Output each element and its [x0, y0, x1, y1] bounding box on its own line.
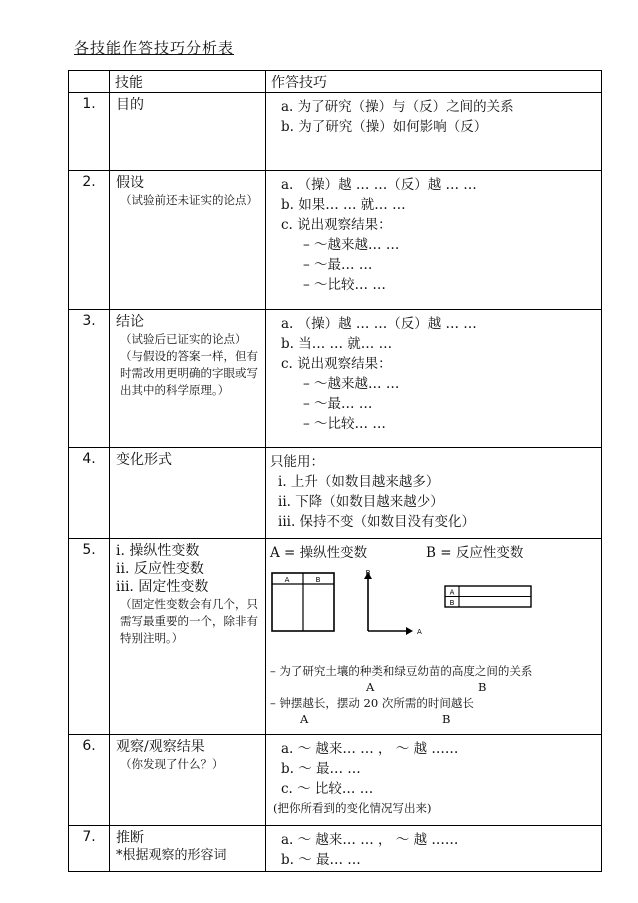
- figure-a-label: A: [284, 576, 290, 584]
- table-row: [69, 735, 602, 826]
- technique-line: a. （操）越 … …（反）越 … …: [281, 177, 477, 193]
- technique-line: – ～比较… …: [303, 416, 386, 432]
- technique-cell: [266, 93, 602, 171]
- technique-line: a. （操）越 … …（反）越 … …: [281, 316, 477, 332]
- header-skill: 技能: [110, 71, 266, 93]
- skill-cell: [110, 93, 266, 171]
- skill-cell: [110, 735, 266, 826]
- technique-line: b. 当… … 就… …: [281, 336, 393, 352]
- technique-line: ii. 下降（如数目越来越少）: [278, 494, 444, 510]
- example-ab-row: [270, 679, 595, 695]
- var-a-label: A = 操纵性变数: [270, 545, 368, 561]
- technique-cell: [266, 735, 602, 826]
- row-number: 2.: [69, 171, 110, 310]
- example-line: – 为了研究土壤的种类和绿豆幼苗的高度之间的关系: [270, 664, 533, 678]
- skill-name: 结论: [116, 314, 144, 330]
- variables-figures: [270, 569, 595, 651]
- skill-cell: [110, 539, 266, 735]
- variables-line: [270, 543, 595, 563]
- example-ab-row: [270, 711, 595, 727]
- technique-line: c. ～ 比较… …: [281, 781, 374, 797]
- technique-line: a. 为了研究（操）与（反）之间的关系: [281, 99, 514, 115]
- technique-cell: [266, 171, 602, 310]
- example-a: A: [366, 680, 375, 694]
- technique-line: c. 说出观察结果：: [281, 356, 392, 372]
- skill-note: *根据观察的形容词: [116, 848, 227, 863]
- technique-line: b. 为了研究（操）如何影响（反）: [281, 119, 488, 135]
- example-line: – 钟摆越长，摆动 20 次所需的时间越长: [270, 696, 474, 710]
- row-number: 1.: [69, 93, 110, 171]
- table-header-row: [69, 71, 602, 93]
- technique-line: – ～越来越… …: [303, 376, 400, 392]
- variables-figures-svg: [270, 569, 586, 651]
- skill-note: （与假设的答案一样，但有时需改用更明确的字眼或写出其中的科学原理。）: [120, 349, 258, 397]
- skill-cell: [110, 171, 266, 310]
- technique-line: b. 如果… … 就… …: [281, 197, 406, 213]
- axis-b-label: B: [365, 569, 371, 577]
- skill-note: （固定性变数会有几个，只需写最重要的一个，除非有特别注明。）: [120, 597, 258, 645]
- skill-name: ii. 反应性变数: [116, 561, 204, 577]
- skill-cell: [110, 826, 266, 872]
- axes-figure: [364, 569, 422, 636]
- technique-line: – ～最… …: [303, 257, 373, 273]
- row-number: 7.: [69, 826, 110, 872]
- skills-table: [68, 70, 602, 872]
- row-number: 6.: [69, 735, 110, 826]
- row-number: 5.: [69, 539, 110, 735]
- row-number: 4.: [69, 448, 110, 539]
- table-row: [69, 539, 602, 735]
- table-row: [69, 93, 602, 171]
- skill-cell: [110, 310, 266, 448]
- skill-note: （你发现了什么？）: [120, 757, 224, 771]
- technique-line: b. ～ 最… …: [281, 852, 361, 868]
- var-b-label: B = 反应性变数: [426, 545, 524, 561]
- technique-footnote: (把你所看到的变化情况写出来): [273, 801, 432, 815]
- table-row: [69, 448, 602, 539]
- header-technique: 作答技巧: [266, 71, 602, 93]
- technique-line: c. 说出观察结果：: [281, 217, 392, 233]
- table-figure: [272, 573, 334, 631]
- document-title: 各技能作答技巧分析表: [74, 39, 235, 57]
- row-figure-b-label: B: [449, 599, 455, 607]
- technique-line: 只能用：: [270, 454, 324, 470]
- axis-a-label: A: [417, 628, 422, 636]
- technique-line: – ～最… …: [303, 396, 373, 412]
- technique-line: – ～比较… …: [303, 277, 386, 293]
- technique-line: a. ～ 越来… … ， ～ 越 ……: [281, 741, 459, 757]
- row-figure-a-label: A: [449, 588, 455, 597]
- example-a: A: [300, 712, 309, 726]
- example-b: B: [478, 680, 487, 694]
- technique-line: – ～越来越… …: [303, 237, 400, 253]
- technique-cell: [266, 826, 602, 872]
- technique-cell: [266, 448, 602, 539]
- row-table-figure: [445, 586, 531, 607]
- table-row: [69, 826, 602, 872]
- skill-name: 假设: [116, 175, 144, 191]
- skill-name: 推断: [116, 830, 144, 846]
- skill-name: i. 操纵性变数: [116, 543, 200, 559]
- skill-cell: [110, 448, 266, 539]
- skill-name: iii. 固定性变数: [116, 579, 209, 595]
- table-row: [69, 171, 602, 310]
- technique-cell: [266, 310, 602, 448]
- table-row: [69, 310, 602, 448]
- row-number: 3.: [69, 310, 110, 448]
- technique-line: b. ～ 最… …: [281, 761, 361, 777]
- technique-line: i. 上升（如数目越来越多）: [278, 474, 440, 490]
- technique-line: iii. 保持不变（如数目没有变化）: [278, 514, 476, 530]
- skill-name: 观察/观察结果: [116, 739, 205, 755]
- figure-b-label: B: [315, 576, 321, 584]
- technique-line: a. ～ 越来… … ， ～ 越 ……: [281, 832, 459, 848]
- header-number: [69, 71, 110, 93]
- skill-name: 变化形式: [116, 452, 172, 468]
- technique-cell: [266, 539, 602, 735]
- skill-note: （试验后已证实的论点）: [120, 332, 247, 346]
- skill-note: （试验前还未证实的论点）: [120, 193, 258, 207]
- skill-name: 目的: [116, 97, 144, 113]
- example-b: B: [442, 712, 451, 726]
